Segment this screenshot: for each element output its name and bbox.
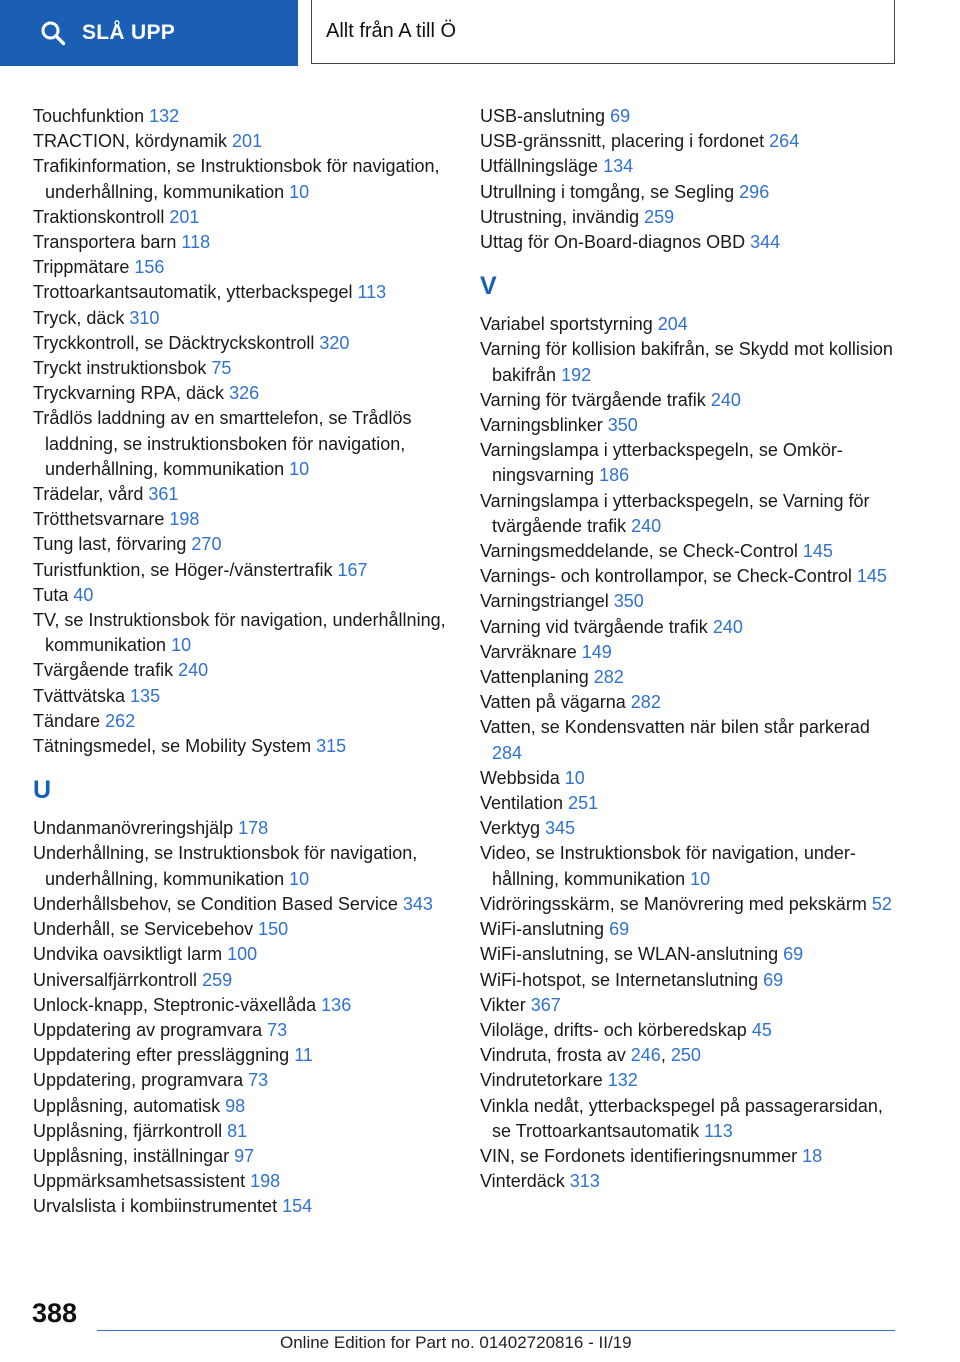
page-link[interactable]: 313: [569, 1171, 600, 1192]
page-link[interactable]: 18: [802, 1145, 823, 1166]
index-entry-text: Vindruta, frosta av: [480, 1045, 626, 1066]
index-entry-text: Vinkla nedåt, ytterbackspegel på passagerarsidan, se Trottoarkantsautomatik: [480, 1095, 883, 1141]
index-entry: [33, 129, 453, 154]
page-link[interactable]: 198: [250, 1171, 281, 1192]
index-entry-text: TRACTION, kördynamik: [33, 131, 228, 152]
page-link[interactable]: 69: [783, 944, 804, 965]
page-link[interactable]: 204: [657, 314, 688, 335]
index-entry-text: Uttag för On-Board-diagnos OBD: [480, 232, 746, 253]
index-entry-text: Upplåsning, inställningar: [33, 1145, 230, 1166]
index-entry-text: Varningslampa i ytterbackspegeln, se Varning för tvärgående trafik: [480, 490, 870, 536]
index-entry-text: Upplåsning, automatisk: [33, 1095, 221, 1116]
index-entry-text: TV, se Instruktionsbok för navigation, underhållning, kommunikation: [33, 610, 446, 656]
index-entry: [33, 255, 453, 280]
index-entry: [480, 1144, 900, 1169]
page-link[interactable]: 282: [630, 692, 661, 713]
page-link[interactable]: 10: [564, 767, 585, 788]
index-entry-text: Upplåsning, fjärrkontroll: [33, 1120, 223, 1141]
page-link[interactable]: 259: [644, 206, 675, 227]
page-link[interactable]: 145: [802, 541, 833, 562]
index-entry-text: Vikter: [480, 994, 526, 1015]
page-link[interactable]: 167: [337, 559, 368, 580]
page-link[interactable]: 145: [856, 566, 887, 587]
page-link[interactable]: 315: [316, 736, 347, 757]
index-entry-text: Traktionskontroll: [33, 206, 165, 227]
page-link[interactable]: 361: [148, 484, 179, 505]
index-entry-text: WiFi-anslutning: [480, 919, 605, 940]
index-entry-text: Varningsblinker: [480, 415, 603, 436]
page-link[interactable]: 296: [739, 181, 770, 202]
page-link[interactable]: 240: [178, 660, 209, 681]
index-entry: [33, 734, 453, 759]
index-letter-heading: V: [480, 272, 497, 301]
index-entry-text: Utrustning, invändig: [480, 206, 640, 227]
page-link[interactable]: 246: [630, 1045, 661, 1066]
index-entry-text: Varning för kollision bakifrån, se Skydd mot kollision bakifrån: [480, 339, 893, 385]
index-entry: [480, 766, 900, 791]
index-entry: [33, 280, 453, 305]
index-entry: [480, 337, 900, 387]
index-entry-text: Varvräknare: [480, 641, 577, 662]
index-entry: [480, 1018, 900, 1043]
page-link[interactable]: 250: [670, 1045, 701, 1066]
index-entry-text: Variabel sportstyrning: [480, 314, 653, 335]
index-entry-text: Varning för tvärgående trafik: [480, 389, 706, 410]
index-entry-text: Vatten på vägarna: [480, 692, 626, 713]
index-entry: [480, 690, 900, 715]
index-entry: [33, 658, 453, 683]
page-link[interactable]: 75: [211, 358, 232, 379]
page-link[interactable]: 69: [609, 919, 630, 940]
index-entry-text: Vidröringsskärm, se Manövrering med pekskärm: [480, 893, 867, 914]
index-entry-text: Turistfunktion, se Höger-/vänstertrafik: [33, 559, 333, 580]
index-entry-text: Verktyg: [480, 818, 541, 839]
index-entry-text: Tändare: [33, 710, 101, 731]
index-entry-text: Tvättvätska: [33, 685, 126, 706]
index-entry: [480, 388, 900, 413]
index-entry: [33, 608, 453, 658]
index-entry: [33, 993, 453, 1018]
page-link[interactable]: 192: [561, 364, 592, 385]
index-entry: [480, 841, 900, 891]
search-icon: [40, 20, 66, 46]
page-link[interactable]: 262: [105, 710, 136, 731]
index-entry: [33, 406, 453, 482]
index-entry: [480, 715, 900, 765]
index-entry-text: Universalfjärrkontroll: [33, 969, 198, 990]
index-entry-text: Underhållning, se Instruktionsbok för navigation, underhållning, kommunikation: [33, 843, 418, 889]
index-entry: [480, 564, 900, 589]
search-label: SLÅ UPP: [82, 21, 176, 44]
index-entry-text: Undvika oavsiktligt larm: [33, 944, 223, 965]
index-column-right: [480, 104, 900, 1194]
index-entry: [480, 205, 900, 230]
page-link[interactable]: 343: [402, 893, 433, 914]
index-entry: [480, 104, 900, 129]
index-entry: [480, 489, 900, 539]
index-entry: [480, 413, 900, 438]
page-link[interactable]: 284: [492, 742, 523, 763]
index-entry: [480, 993, 900, 1018]
index-entry-text: Ventilation: [480, 793, 564, 814]
index-entry: [33, 104, 453, 129]
index-entry-text: Trippmätare: [33, 257, 130, 278]
page-link[interactable]: 40: [73, 584, 94, 605]
page-link[interactable]: 97: [234, 1145, 255, 1166]
page-link[interactable]: 345: [545, 818, 576, 839]
search-button[interactable]: [0, 0, 298, 66]
index-entry-text: Tvärgående trafik: [33, 660, 174, 681]
page-link[interactable]: 10: [690, 868, 711, 889]
index-letter-heading: U: [33, 776, 52, 805]
index-entry-text: Trådlös laddning av en smarttelefon, se Trådlös laddning, se instruktionsboken för navigation, underhållning, kommunikation: [33, 408, 412, 479]
index-entry-text: Varningstriangel: [480, 591, 609, 612]
top-bar: [0, 0, 960, 66]
index-entry-text: Vinterdäck: [480, 1171, 565, 1192]
index-entry-text: WiFi-anslutning, se WLAN-anslutning: [480, 944, 779, 965]
index-entry-text: Urvalslista i kombiinstrumentet: [33, 1196, 278, 1217]
index-entry: [33, 1094, 453, 1119]
index-entry: [33, 709, 453, 734]
index-entry-text: VIN, se Fordonets identifieringsnummer: [480, 1145, 798, 1166]
index-entry: [33, 892, 453, 917]
page-link[interactable]: 270: [191, 534, 222, 555]
index-entry: [480, 230, 900, 255]
index-entry: [33, 1119, 453, 1144]
page-link[interactable]: 198: [169, 509, 200, 530]
page-link[interactable]: 10: [171, 635, 192, 656]
page-link[interactable]: 113: [704, 1120, 733, 1141]
index-entry: [33, 154, 453, 204]
page-link[interactable]: 282: [593, 667, 624, 688]
index-entry: [33, 230, 453, 255]
index-entry-text: Trötthetsvarnare: [33, 509, 165, 530]
page-link[interactable]: 132: [149, 106, 180, 126]
index-entry-text: Vattenplaning: [480, 667, 589, 688]
page-link[interactable]: 81: [227, 1120, 248, 1141]
index-entry: [480, 892, 900, 917]
index-entry-text: Unlock-knapp, Steptronic-växellåda: [33, 994, 317, 1015]
index-entry-text: Undanmanövreringshjälp: [33, 818, 234, 839]
index-entry-text: Webbsida: [480, 767, 560, 788]
page-link[interactable]: 149: [581, 641, 612, 662]
page-link[interactable]: 320: [319, 332, 350, 353]
index-entry: [480, 942, 900, 967]
page-link[interactable]: 118: [181, 232, 211, 253]
page-link[interactable]: 264: [769, 131, 800, 152]
page-link[interactable]: 150: [258, 919, 289, 940]
index-entry: [480, 665, 900, 690]
page-link[interactable]: 134: [603, 156, 634, 177]
page-link[interactable]: 259: [202, 969, 233, 990]
section-title-text: Allt från A till Ö: [326, 20, 457, 42]
index-entry-text: Vatten, se Kondensvatten när bilen står parkerad: [480, 717, 870, 738]
index-entry: [33, 558, 453, 583]
page-number: 388: [32, 1298, 78, 1328]
page-link[interactable]: 98: [225, 1095, 246, 1116]
page-link[interactable]: 10: [289, 868, 310, 889]
index-entry: [480, 312, 900, 337]
index-entry: [33, 1043, 453, 1068]
index-entry: [480, 640, 900, 665]
page-link[interactable]: 52: [871, 893, 892, 914]
index-entry: [480, 129, 900, 154]
page-link[interactable]: 240: [712, 616, 743, 637]
index-entry: Vindruta, frosta av 246, 250: [480, 1045, 701, 1066]
index-entry-text: Tryckt instruktionsbok: [33, 358, 207, 379]
index-entry-text: Tätningsmedel, se Mobility System: [33, 736, 312, 757]
index-entry: [33, 1144, 453, 1169]
page-link[interactable]: 69: [610, 106, 631, 126]
index-entry: [480, 615, 900, 640]
index-entry: [33, 1018, 453, 1043]
index-entry-text: Transportera barn: [33, 232, 177, 253]
page-link[interactable]: 201: [169, 206, 200, 227]
page-link[interactable]: 11: [294, 1045, 313, 1066]
page-link[interactable]: 310: [129, 307, 160, 328]
index-entry: [33, 1068, 453, 1093]
page-link[interactable]: 113: [357, 282, 387, 303]
index-entry-text: Viloläge, drifts- och körberedskap: [480, 1019, 747, 1040]
index-entry-text: Video, se Instruktionsbok för navigation, underhållning, kommunikation: [480, 843, 856, 889]
index-entry: [33, 356, 453, 381]
index-entry: [480, 791, 900, 816]
index-entry: [480, 154, 900, 179]
index-entry: [480, 1068, 900, 1093]
footer-edition-text: Online Edition for Part no. 01402720816 - II/19: [280, 1333, 632, 1352]
index-entry-text: Trafikinformation, se Instruktionsbok för navigation, underhållning, kommunikation: [33, 156, 440, 202]
index-entry-text: USB-gränssnitt, placering i fordonet: [480, 131, 765, 152]
index-entry-text: Trädelar, vård: [33, 484, 144, 505]
index-entry: [33, 532, 453, 557]
page-link[interactable]: 156: [134, 257, 165, 278]
page-link[interactable]: 178: [238, 818, 269, 839]
index-entry-text: USB-anslutning: [480, 106, 606, 126]
index-entry-text: Varning vid tvärgående trafik: [480, 616, 708, 637]
footer-divider: [97, 1330, 895, 1331]
index-entry: [33, 583, 453, 608]
index-entry: [33, 482, 453, 507]
index-entry-text: Touchfunktion: [33, 106, 145, 126]
index-entry: [480, 539, 900, 564]
index-entry: [33, 917, 453, 942]
index-entry: [480, 1094, 900, 1144]
page-link[interactable]: 73: [267, 1019, 288, 1040]
index-entry-text: Utfällningsläge: [480, 156, 599, 177]
index-entry: [480, 180, 900, 205]
page-link[interactable]: 367: [530, 994, 561, 1015]
index-entry: [33, 684, 453, 709]
index-entry-text: Varningslampa i ytterbackspegeln, se Omkörningsvarning: [480, 440, 843, 486]
index-entry: [33, 942, 453, 967]
page-link[interactable]: 45: [751, 1019, 772, 1040]
index-entry-text: Tung last, förvaring: [33, 534, 187, 555]
page-link[interactable]: 154: [282, 1196, 313, 1217]
page-link[interactable]: 201: [232, 131, 263, 152]
page-link[interactable]: 251: [568, 793, 599, 814]
index-entry-text: Tuta: [33, 584, 69, 605]
page-link[interactable]: 100: [227, 944, 258, 965]
index-entry-text: Uppdatering av programvara: [33, 1019, 263, 1040]
page-link[interactable]: 69: [763, 969, 784, 990]
page-link[interactable]: 240: [710, 389, 741, 410]
index-entry: [33, 331, 453, 356]
page-link[interactable]: 135: [130, 685, 161, 706]
index-entry: [33, 205, 453, 230]
index-entry: [480, 917, 900, 942]
index-entry: [480, 968, 900, 993]
index-entry: [480, 1169, 900, 1194]
index-entry: [480, 816, 900, 841]
index-column-left: [33, 104, 453, 1220]
index-entry-text: Varningsmeddelande, se Check-Control: [480, 541, 798, 562]
page-link[interactable]: 344: [750, 232, 781, 253]
page-link[interactable]: 326: [229, 383, 260, 404]
index-entry-text: Uppdatering efter pressläggning: [33, 1045, 290, 1066]
index-entry-text: Underhållsbehov, se Condition Based Service: [33, 893, 398, 914]
section-title: [311, 0, 895, 64]
page-link[interactable]: 132: [607, 1070, 638, 1091]
index-entry-text: Uppdatering, programvara: [33, 1070, 244, 1091]
index-entry: [33, 306, 453, 331]
page-link[interactable]: 136: [321, 994, 352, 1015]
index-entry-text: Vindrutetorkare: [480, 1070, 603, 1091]
index-entry-text: Tryckkontroll, se Däcktryckskontroll: [33, 332, 315, 353]
index-entry: [33, 1169, 453, 1194]
index-entry-text: Tryck, däck: [33, 307, 125, 328]
page-link[interactable]: 10: [289, 181, 310, 202]
page-link[interactable]: 186: [599, 465, 630, 486]
index-entry-text: Underhåll, se Servicebehov: [33, 919, 254, 940]
page-link[interactable]: 10: [289, 458, 310, 479]
index-entry-text: Varnings- och kontrollampor, se Check-Control: [480, 566, 852, 587]
index-entry-text: Trottoarkantsautomatik, ytterbackspegel: [33, 282, 353, 303]
index-entry: [33, 816, 453, 841]
page-link[interactable]: 240: [631, 515, 662, 536]
index-entry-text: WiFi-hotspot, se Internetanslutning: [480, 969, 759, 990]
index-entry-text: Uppmärksamhetsassistent: [33, 1171, 246, 1192]
page-link[interactable]: 350: [613, 591, 644, 612]
index-entry: [480, 438, 900, 488]
index-entry-text: Tryckvarning RPA, däck: [33, 383, 225, 404]
index-entry: [33, 841, 453, 891]
page-link[interactable]: 350: [607, 415, 638, 436]
index-entry: [33, 381, 453, 406]
index-entry: [33, 1194, 453, 1219]
page-link[interactable]: 73: [248, 1070, 269, 1091]
index-entry: [33, 968, 453, 993]
index-entry-text: Utrullning i tomgång, se Segling: [480, 181, 735, 202]
index-entry: [480, 589, 900, 614]
index-entry: [33, 507, 453, 532]
